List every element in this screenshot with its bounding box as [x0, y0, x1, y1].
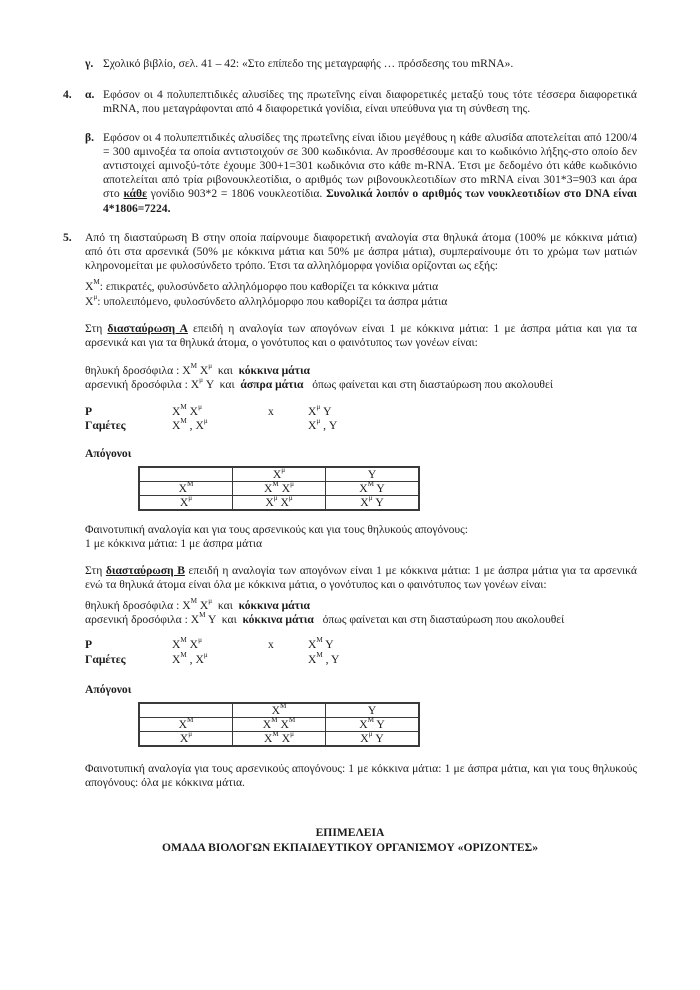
punnett-table-a — [138, 466, 420, 511]
cross-b-offspring-label: Απόγονοι — [85, 682, 132, 696]
table-cell: $X^\mu$ $X^\mu$ — [233, 496, 326, 511]
table-row — [139, 703, 419, 718]
cross-a-offspring-label: Απόγονοι — [85, 447, 132, 461]
item-4a-text: Εφόσον οι 4 πολυπεπτιδικές αλυσίδες της πρωτεΐνης είναι διαφορετικές μεταξύ τους τότε τέσσερα διαφορετικά mRNA, που μεταγράφονται από 4 διαφορετικά γονίδια, είναι υπεύθυνα για τη σύνθεση της. — [103, 88, 637, 116]
cross-b-gametes-row — [85, 650, 637, 667]
punnett-table-b — [138, 702, 420, 747]
item-gamma-text: Σχολικό βιβλίο, σελ. 41 – 42: «Στο επίπεδο της μεταγραφής … πρόσδεσης του mRNA». — [103, 57, 514, 70]
item-gamma — [85, 57, 637, 71]
allele-dominant: $X^M$: επικρατές, φυλοσύνδετο αλληλόμορφο που καθορίζει τα κόκκινα μάτια — [85, 278, 439, 294]
item-4a — [63, 88, 637, 116]
allele-definitions — [85, 280, 637, 308]
gametes-label: Γαμέτες — [85, 418, 126, 432]
table-cell: $X^\mu$ — [233, 467, 326, 482]
item-4a-label: α. — [85, 88, 95, 102]
gametes-label: Γαμέτες — [85, 652, 126, 666]
table-cell: $X^M$ — [139, 482, 233, 496]
cross-b-phenotype-ratio: Φαινοτυπική αναλογία για τους αρσενικούς απογόνους: 1 με κόκκινα μάτια: 1 με άσπρα μάτια, και για τους θηλυκούς απογόνους: όλα με κόκκινα μάτια. — [85, 762, 637, 790]
table-cell — [139, 703, 233, 718]
table-cell: $X^M$ $X^\mu$ — [233, 482, 326, 496]
p-female-genotype: $X^M$ $X^\mu$ — [172, 402, 202, 418]
cross-b-p-gametes — [85, 638, 637, 666]
gametes-spacer — [268, 419, 308, 433]
table-cell: Y — [326, 703, 420, 718]
cross-a-pheno-line2: 1 με κόκκινα μάτια: 1 με άσπρα μάτια — [85, 537, 263, 551]
gametes-female: $X^M$ , $X^\mu$ — [172, 416, 208, 432]
footer-line-1: ΕΠΙΜΕΛΕΙΑ — [315, 826, 385, 839]
footer-line-2: ΟΜΑΔΑ ΒΙΟΛΟΓΩΝ ΕΚΠΑΙΔΕΥΤΙΚΟΥ ΟΡΓΑΝΙΣΜΟΥ «ΟΡΙΖΟΝΤΕΣ» — [161, 841, 539, 854]
p-male-genotype: $X^M$ Y — [308, 636, 334, 652]
cross-a-phenotype-ratio — [85, 523, 637, 551]
cross-a-parents — [85, 364, 637, 392]
cross-b-female-parent: θηλυκή δροσόφιλα : $X^M$ $X^\mu$ και κόκκινα μάτια — [85, 597, 311, 613]
gametes-male: $X^\mu$ , Y — [308, 416, 338, 432]
cross-a-intro: Στη διασταύρωση Α επειδή η αναλογία των απογόνων είναι 1 με κόκκινα μάτια: 1 με άσπρα μάτια και για τα αρσενικά και για τα θηλυκά άτομα, ο γονότυπος και ο φαινότυπος των γονέων είναι: — [85, 321, 637, 350]
table-row — [139, 718, 419, 732]
gametes-male: $X^M$ , Y — [308, 650, 340, 666]
p-label: P — [85, 404, 93, 418]
table-cell: $X^M$ $X^M$ — [233, 718, 326, 732]
p-male-genotype: $X^\mu$ Y — [308, 402, 332, 418]
cross-b-parents — [85, 599, 637, 627]
table-cell: $X^M$ — [139, 718, 233, 732]
table-cell: $X^\mu$ — [139, 496, 233, 511]
cross-a-p-row — [85, 402, 637, 419]
cross-symbol: x — [268, 638, 274, 652]
cross-b-p-row — [85, 638, 637, 652]
item-4b-text: Εφόσον οι 4 πολυπεπτιδικές αλυσίδες της πρωτεΐνης είναι ίδιου μεγέθους η κάθε αλυσίδα αποτελείται από 1200/4 = 300 αμινοξέα τα οποία αντιστοιχούν σε 300 κωδικόνια. Αν προσθέσουμε και το κωδικόνιο λήξης-στο οποίο δεν αντιστοιχεί αμινοξύ-τότε έχουμε 300+1=301 κωδικόνια στο κάθε m-RNA. Έτσι με δεδομένο ότι κάθε κωδικόνιο αποτελείται από τρία ριβονουκλεοτίδια, ο αριθμός των ριβονουκλεοτιδίων στο mRNA είναι 301*3=903 και άρα στο κάθε γονίδιο 903*2 = 1806 νουκλεοτίδια. Συνολικά λοιπόν ο αριθμός των νουκλεοτιδίων στο DNA είναι 4*1806=7224. — [103, 130, 638, 215]
cross-a-pheno-line1: Φαινοτυπική αναλογία και για τους αρσενικούς και για τους θηλυκούς απογόνους: — [85, 523, 468, 537]
cross-a-female-parent: θηλυκή δροσόφιλα : $X^M$ $X^\mu$ και κόκκινα μάτια — [85, 362, 311, 378]
item-5-text: Από τη διασταύρωση Β στην οποία παίρνουμε διαφορετική αναλογία στα θηλυκά άτομα (100% με κόκκινα μάτια) από ότι στα αρσενικά (50% με κόκκινα μάτια και 50% με άσπρα μάτια), συμπεραίνουμε ότι το χρώμα των ματιών κληρονομείται με φυλοσύνδετο τρόπο. Έτσι τα αλληλόμορφα γονίδια ορίζονται ως εξής: — [85, 230, 637, 273]
p-label: P — [85, 638, 93, 652]
table-cell: $X^M$ Y — [326, 482, 420, 496]
table-cell: $X^M$ $X^\mu$ — [233, 732, 326, 747]
item-5 — [63, 231, 637, 274]
table-cell: $X^\mu$ — [139, 732, 233, 747]
cross-a-male-parent: αρσενική δροσόφιλα : $X^\mu$ Y και άσπρα μάτια όπως φαίνεται και στη διαστaύρωση που ακολουθεί — [85, 376, 553, 392]
p-female-genotype: $X^M$ $X^\mu$ — [172, 636, 202, 652]
table-row — [139, 482, 419, 496]
table-row — [139, 732, 419, 747]
table-cell: Y — [326, 467, 420, 482]
item-4-number: 4. — [63, 88, 72, 102]
table-row — [139, 496, 419, 511]
allele-recessive: $X^\mu$: υπολειπόμενο, φυλοσύνδετο αλληλόμορφο που καθορίζει τα άσπρα μάτια — [85, 292, 448, 308]
item-5-number: 5. — [63, 230, 72, 244]
table-cell: $X^\mu$ Y — [326, 496, 420, 511]
item-4b-label: β. — [85, 130, 95, 144]
cross-symbol: x — [268, 404, 274, 418]
item-gamma-label: γ. — [85, 57, 94, 70]
table-cell: $X^\mu$ Y — [326, 732, 420, 747]
footer — [0, 825, 700, 855]
gametes-female: $X^M$ , $X^\mu$ — [172, 650, 208, 666]
table-cell: $X^M$ Y — [326, 718, 420, 732]
gametes-spacer — [268, 653, 308, 667]
cross-b-intro: Στη διασταύρωση Β επειδή η αναλογία των απογόνων είναι 1 με κόκκινα μάτια: 1 με άσπρα μάτια για τα αρσενικά ενώ τα θηλυκά άτομα είναι όλα με κόκκινα μάτια, ο γονότυπος και ο φαινότυπος των γονέων είναι: — [85, 563, 637, 591]
table-cell: $X^M$ — [233, 703, 326, 718]
item-4b — [85, 131, 637, 216]
cross-a-gametes-row — [85, 416, 637, 433]
table-cell — [139, 467, 233, 482]
table-row — [139, 467, 419, 482]
cross-a-p-gametes — [85, 402, 637, 433]
cross-b-male-parent: αρσενική δροσόφιλα : $X^M$ Y και κόκκινα μάτια όπως φαίνεται και στη διασταύρωση που ακολουθεί — [85, 611, 565, 627]
